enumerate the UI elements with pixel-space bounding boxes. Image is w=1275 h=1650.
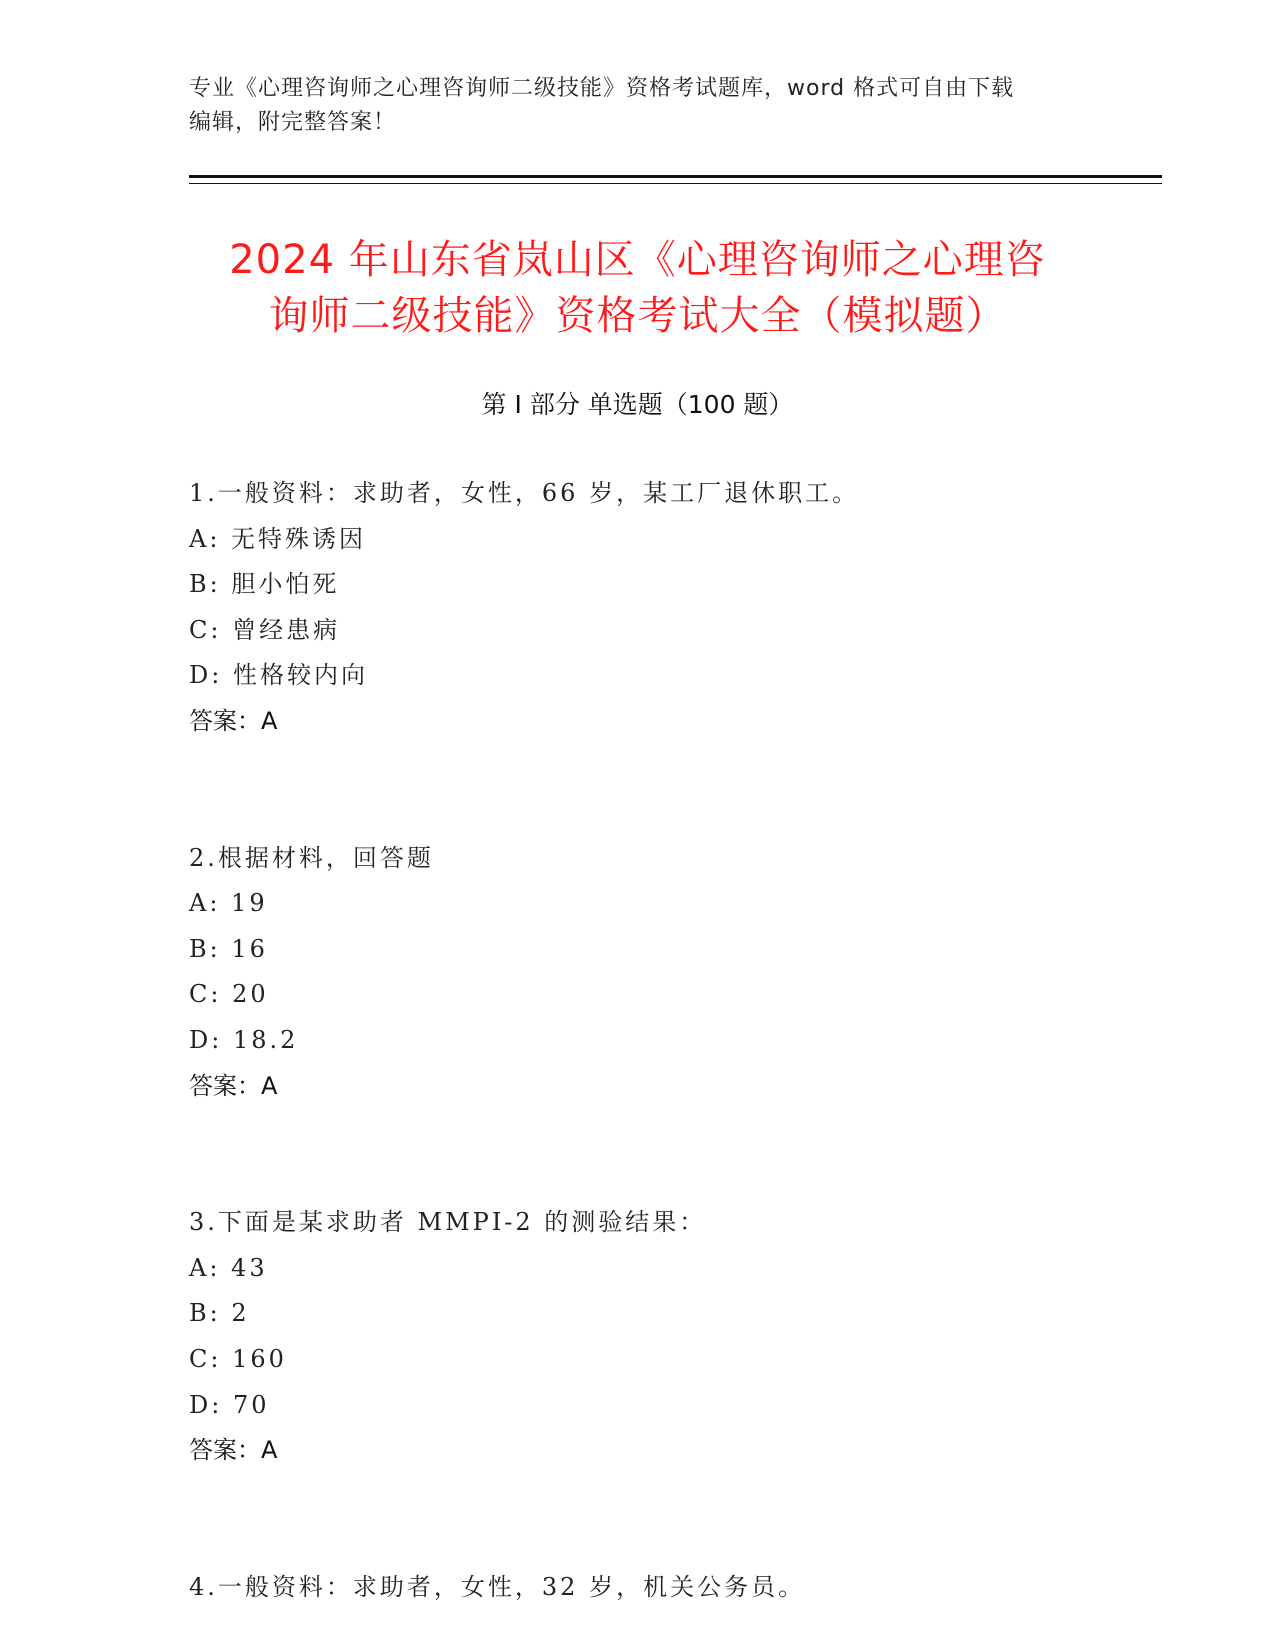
- question-item: [189, 1207, 1169, 1481]
- option-c: C: 160: [189, 1344, 287, 1373]
- header-line-1: 专业《心理咨询师之心理咨询师二级技能》资格考试题库，word 格式可自由下载: [189, 76, 1015, 101]
- document-title: [150, 232, 1125, 344]
- option-d: D: 18.2: [189, 1025, 299, 1054]
- question-stem: 4.一般资料：求助者，女性，32 岁，机关公务员。: [189, 1572, 806, 1601]
- question-item: [189, 478, 1169, 752]
- answer: 答案：A: [189, 1436, 278, 1465]
- option-b: B: 2: [189, 1299, 250, 1328]
- question-item: [189, 843, 1169, 1117]
- option-d: D: 70: [189, 1390, 270, 1419]
- header-line-2: 编辑，附完整答案！: [189, 110, 397, 135]
- title-line-2: 询师二级技能》资格考试大全（模拟题）: [268, 293, 1007, 339]
- question-item: [189, 1572, 1169, 1618]
- question-list: [189, 478, 1169, 1617]
- option-d: D: 性格较内向: [189, 661, 368, 690]
- title-line-1: 2024 年山东省岚山区《心理咨询师之心理咨: [229, 237, 1046, 283]
- option-a: A: 无特殊诱因: [189, 524, 367, 553]
- document-header: [189, 72, 1069, 140]
- section-heading: 第 I 部分 单选题（100 题）: [481, 390, 794, 419]
- option-b: B: 16: [189, 934, 268, 963]
- question-spacer: [189, 752, 1169, 843]
- option-a: A: 43: [189, 1253, 268, 1282]
- question-spacer: [189, 1481, 1169, 1572]
- option-c: C: 20: [189, 980, 269, 1009]
- header-divider-thin: [189, 183, 1162, 184]
- answer: 答案：A: [189, 1071, 278, 1100]
- option-b: B: 胆小怕死: [189, 570, 340, 599]
- question-stem: 3.下面是某求助者 MMPI-2 的测验结果：: [189, 1208, 707, 1237]
- answer: 答案：A: [189, 706, 278, 735]
- option-c: C: 曾经患病: [189, 615, 341, 644]
- question-stem: 1.一般资料：求助者，女性，66 岁，某工厂退休职工。: [189, 479, 860, 507]
- question-spacer: [189, 1116, 1169, 1207]
- question-stem: 2.根据材料，回答题: [189, 843, 434, 872]
- option-a: A: 19: [189, 889, 268, 918]
- header-divider-thick: [189, 175, 1162, 178]
